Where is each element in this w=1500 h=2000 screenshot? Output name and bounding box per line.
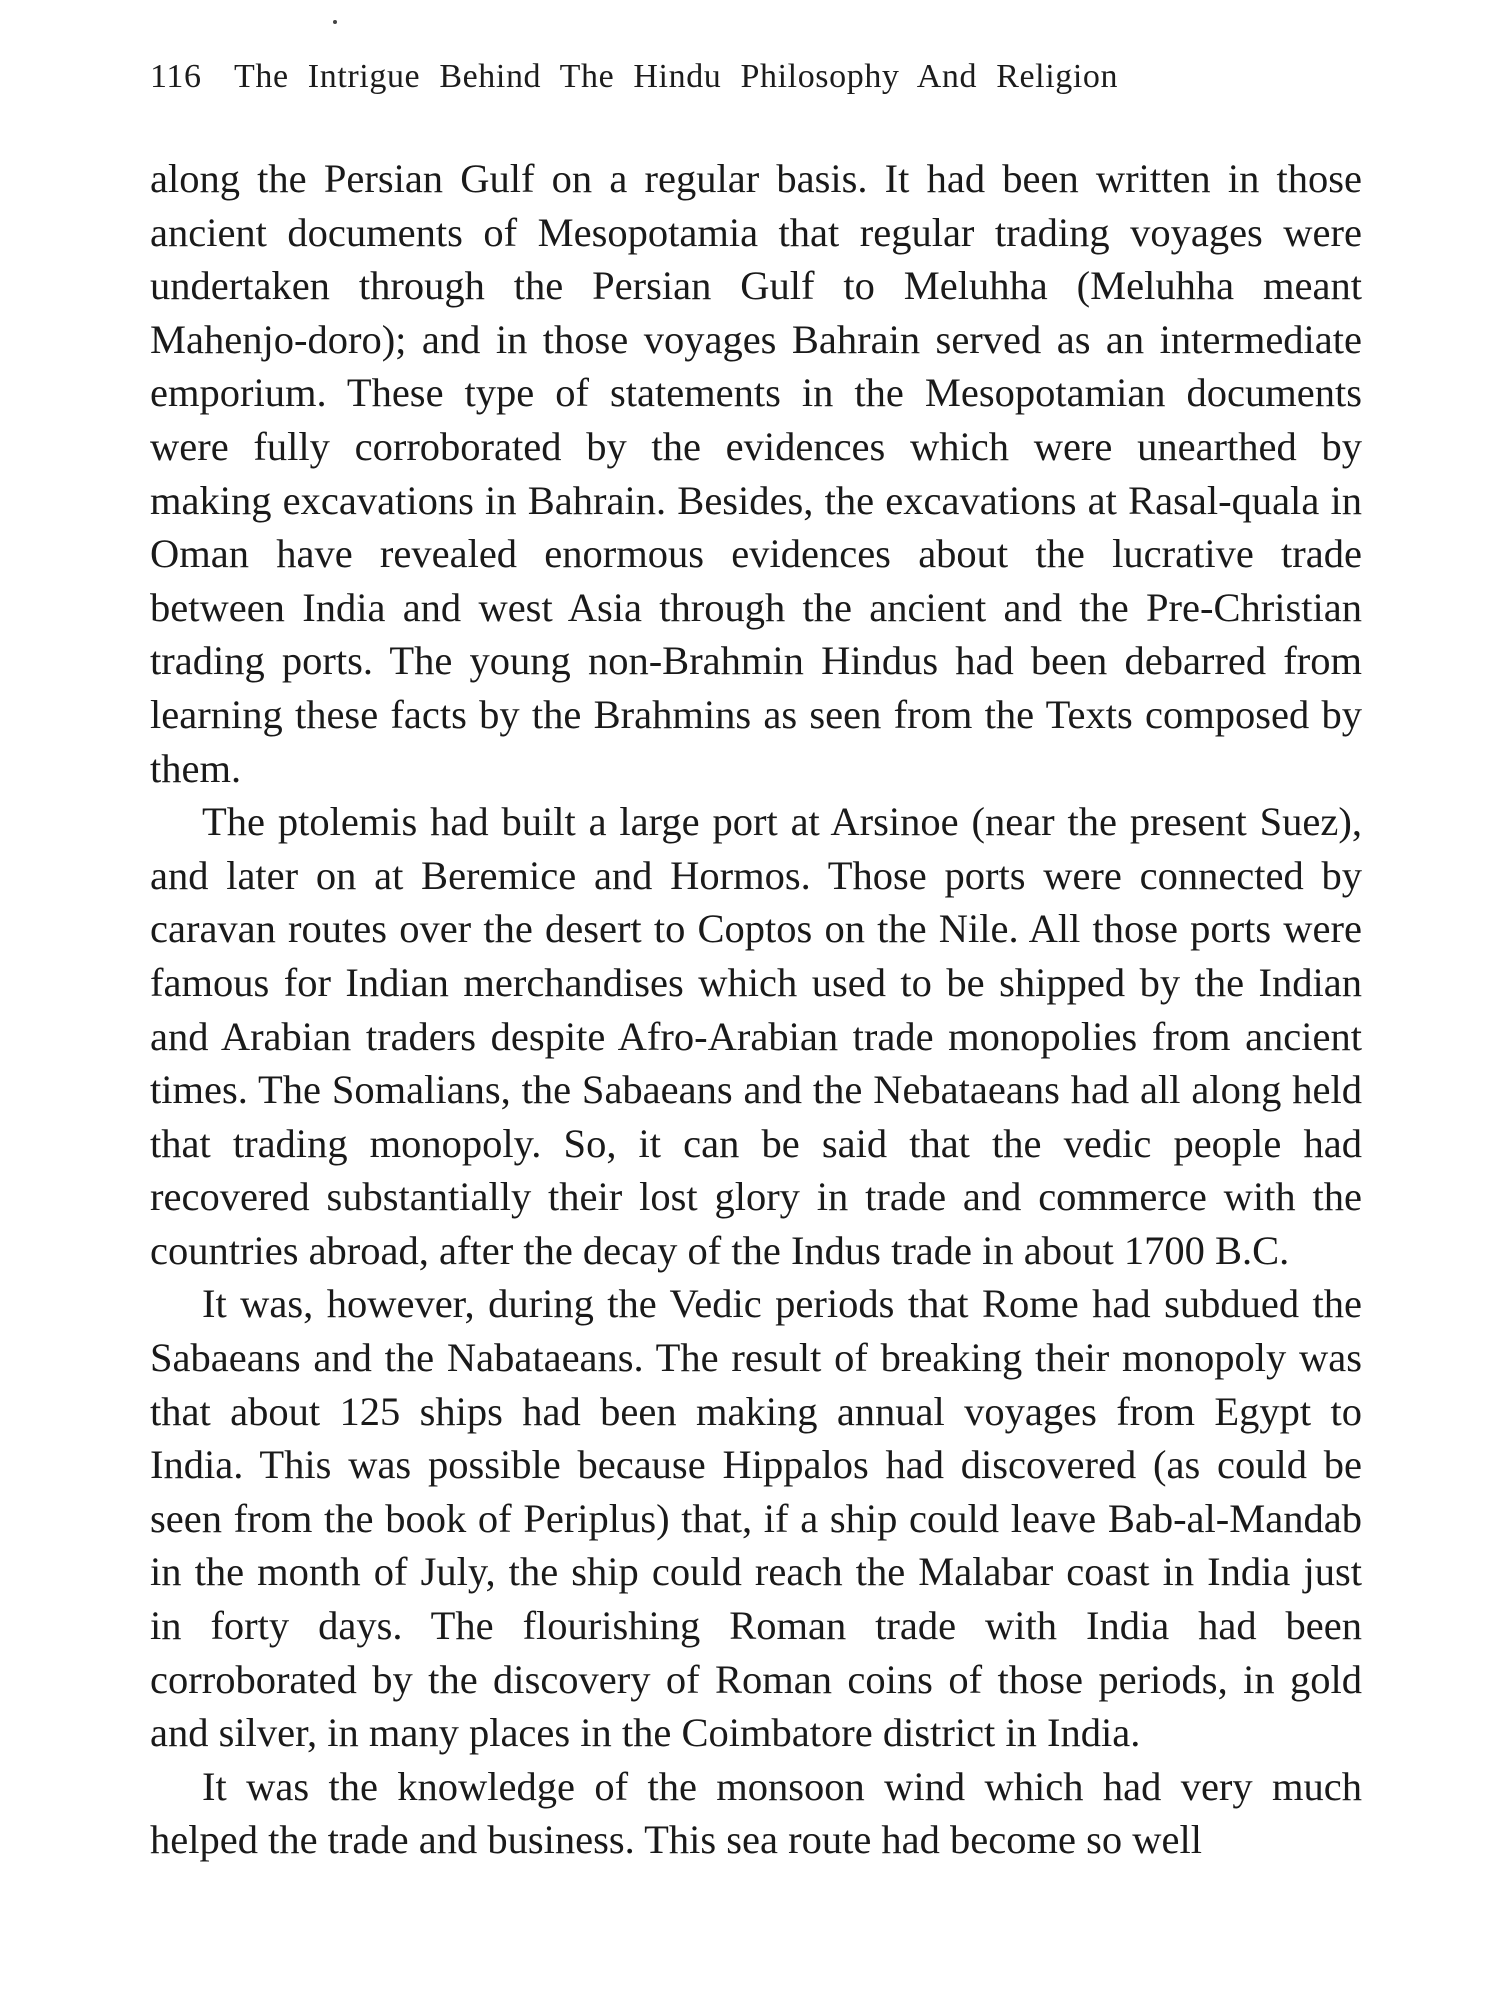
page-number: 116 xyxy=(150,58,202,95)
running-header xyxy=(150,52,1350,102)
paragraph-1: along the Persian Gulf on a regular basis. It had been written in those ancient documents of Mesopotamia that regular trading voyages were undertaken through the Persian Gulf to Meluhha (Meluhha meant Mahenjo-doro); and in those voyages Bahrain served as an intermediate emporium. These type of statements in the Mesopotamian documents were fully corroborated by the evidences which were unearthed by making excavations in Bahrain. Besides, the excavations at Rasal-quala in Oman have revealed enormous evidences about the lucrative trade between India and west Asia through the ancient and the Pre-Christian trading ports. The young non-Brahmin Hindus had been debarred from learning these facts by the Brahmins as seen from the Texts composed by them. xyxy=(150,156,1362,791)
ink-speck xyxy=(333,20,337,24)
running-title: The Intrigue Behind The Hindu Philosophy And Religion xyxy=(234,58,1119,95)
paragraph-2: The ptolemis had built a large port at Arsinoe (near the present Suez), and later on at Beremice and Hormos. Those ports were connected by caravan routes over the desert to Coptos on the Nile. All those ports were famous for Indian merchandises which used to be shipped by the Indian and Arabian traders despite Afro-Arabian trade monopolies from ancient times. The Somalians, the Sabaeans and the Nebataeans had all along held that trading monopoly. So, it can be said that the vedic people had recovered substantially their lost glory in trade and commerce with the countries abroad, after the decay of the Indus trade in about 1700 B.C. xyxy=(150,799,1362,1273)
paragraph-4: It was the knowledge of the monsoon wind which had very much helped the trade and business. This sea route had become so well xyxy=(150,1763,1362,1863)
paragraph-3: It was, however, during the Vedic periods that Rome had subdued the Sabaeans and the Nabataeans. The result of breaking their monopoly was that about 125 ships had been making annual voyages from Egypt to India. This was possible because Hippalos had discovered (as could be seen from the book of Periplus) that, if a ship could leave Bab-al-Mandab in the month of July, the ship could reach the Malabar coast in India just in forty days. The flourishing Roman trade with India had been corroborated by the discovery of Roman coins of those periods, in gold and silver, in many places in the Coimbatore district in India. xyxy=(150,1281,1362,1756)
body-text xyxy=(150,152,1362,1867)
